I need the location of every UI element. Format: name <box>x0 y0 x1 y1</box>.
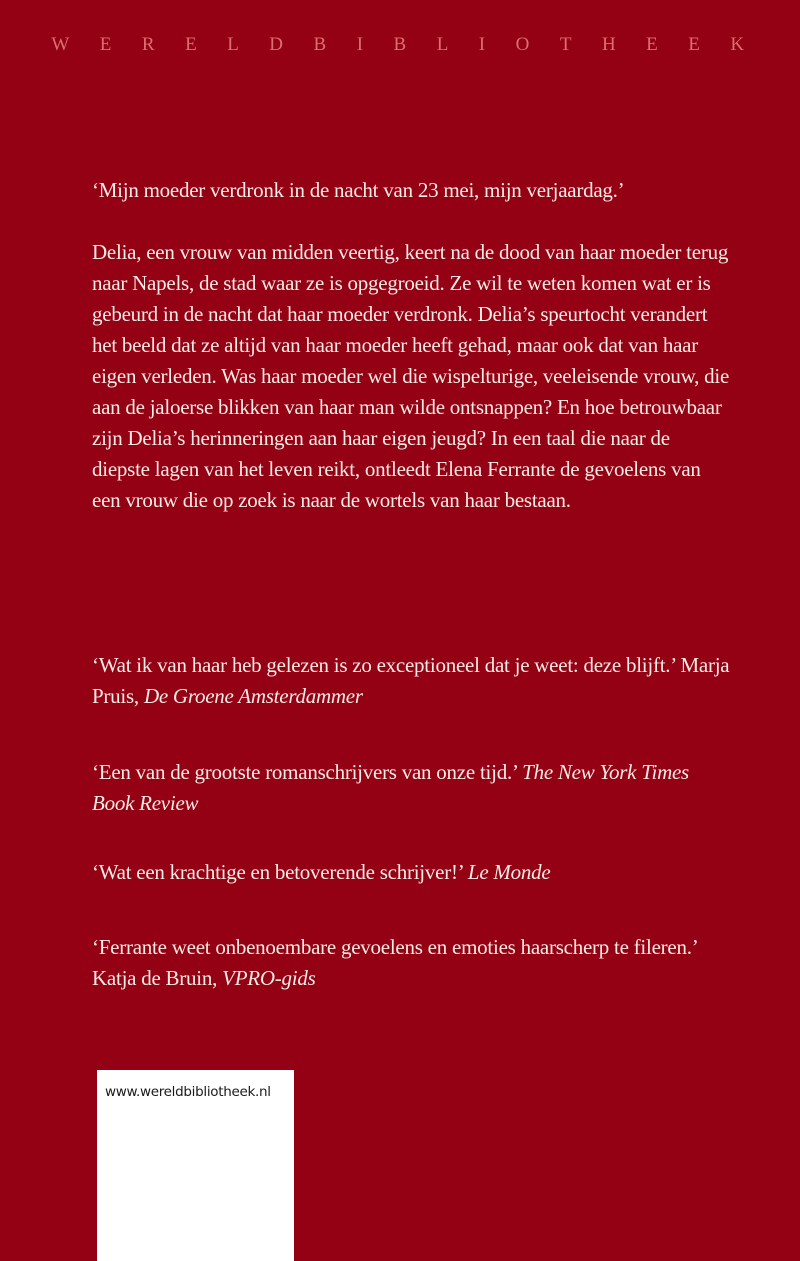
review-quote: ‘Wat ik van haar heb gelezen is zo exceptioneel dat je weet: deze blijft.’ Marja Pruis, De Groene Amsterdammer <box>92 653 730 708</box>
barcode-area <box>97 1070 294 1261</box>
review-quote: ‘Een van de grootste romanschrijvers van onze tijd.’ The New York Times Book Review <box>92 760 689 815</box>
blurb-paragraph: Delia, een vrouw van midden veertig, keert na de dood van haar moeder terug naar Napels, de stad waar ze is opgegroeid. Ze wil te weten komen wat er is gebeurd in de nacht dat haar moeder verdronk. Delia’s speurtocht verandert het beeld dat ze altijd van haar moeder heeft gehad, maar ook dat van haar eigen verleden. Was haar moeder wel die wispelturige, veeleisende vrouw, die aan de jaloerse blikken van haar man wilde ontsnappen? En hoe betrouwbaar zijn Delia’s herinneringen aan haar eigen jeugd? In een taal die naar de diepste lagen van het leven reikt, ontleedt Elena Ferrante de gevoelens van een vrouw die op zoek is naar de wortels van haar bestaan. <box>92 240 730 512</box>
series-title: WERELDBIBLIOTHEEK <box>51 34 775 55</box>
review-source: De Groene Amsterdammer <box>143 684 363 708</box>
review-source: The New York Times Book Review <box>92 760 689 815</box>
website-url: www.wereldbibliotheek.nl <box>105 1084 271 1100</box>
review-source: VPRO-gids <box>222 966 316 990</box>
review-source: Le Monde <box>467 860 551 884</box>
opening-quote: ‘Mijn moeder verdronk in de nacht van 23 mei, mijn verjaardag.’ <box>92 178 625 202</box>
review-quote: ‘Wat een krachtige en betoverende schrijver!’ Le Monde <box>92 860 551 884</box>
review-quote: ‘Ferrante weet onbenoembare gevoelens en emoties haarscherp te fileren.’ Katja de Bruin, VPRO-gids <box>92 935 697 990</box>
